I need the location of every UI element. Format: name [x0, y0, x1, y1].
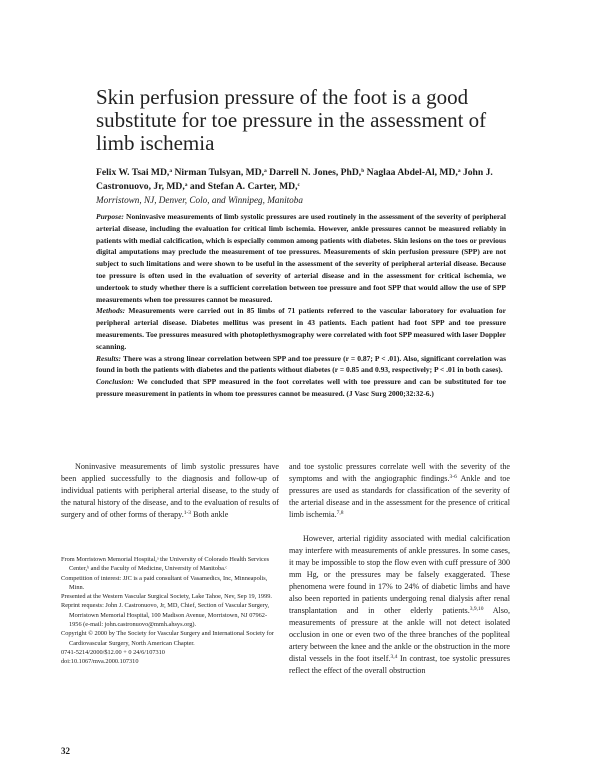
- body-paragraph: [289, 533, 510, 677]
- body-paragraph: [61, 461, 279, 521]
- author-affil-mark: b: [361, 168, 365, 174]
- paragraph-text: Noninvasive measurements of limb systolic pressures have been applied successfully to the diagnosis and follow-up of individual patients with peripheral arterial disease, to the study of the natural history of the disease, and to the evaluation of results of surgery and of other forms of therapy.: [61, 462, 279, 519]
- abstract-label: Methods:: [96, 306, 126, 316]
- author-affil-mark: a: [264, 168, 267, 174]
- paragraph-text: Also, measurements of pressure at the ankle will not detect isolated occlusion in one or even two of the three branches of the popliteal artery between the knee and the ankle or the obstruction in the more distal vessels in the foot itself.: [289, 606, 511, 663]
- citation-ref: 3,4: [390, 654, 398, 660]
- author-name: John J. Castronuovo, Jr, MD,: [96, 167, 493, 192]
- abstract: [96, 211, 506, 400]
- citation-ref: 7,8: [336, 510, 344, 516]
- author-list: [96, 166, 516, 194]
- page-number: 32: [61, 746, 70, 756]
- author-name: Nirman Tulsyan, MD,: [172, 167, 265, 178]
- abstract-text: Measurements were carried out in 85 limbs of 71 patients referred to the vascular laboratory for evaluation for peripheral arterial disease. Diabetes mellitus was present in 43 patients. Each patient had foot SPP and toe pressure measurements. Toe pressures measured with photoplethysmography were correlated with foot SPP measured with laser Doppler scanning.: [96, 306, 506, 351]
- footnote-copyright: Copyright © 2000 by The Society for Vascular Surgery and International Society for Cardiovascular Surgery, North American Chapter.: [61, 630, 274, 647]
- abstract-methods: [96, 305, 506, 352]
- author-affil-mark: a: [184, 182, 188, 188]
- footnotes: [61, 555, 279, 667]
- paragraph-text: In contrast, toe systolic pressures reflect the effect of the overall obstruction: [289, 654, 510, 675]
- body-paragraph: [289, 461, 510, 521]
- footnote-reprint: Reprint requests: John J. Castronuovo, Jr, MD, Chief, Section of Vascular Surgery, Morristown Memorial Hospital, 100 Madison Avenue, Morristown, NJ 07962-1956 (e-mail: john.castronuovo@mmh.ahsys.org).: [61, 602, 270, 629]
- author-affil-mark: a: [457, 168, 461, 174]
- citation-ref: 3,9,10: [469, 606, 484, 612]
- abstract-conclusion: [96, 376, 506, 400]
- paragraph-text: and toe systolic pressures correlate well with the severity of the symptoms and with the angiographic findings.: [289, 462, 510, 483]
- abstract-label: Results:: [96, 353, 122, 363]
- citation-ref: 1-3: [183, 510, 192, 516]
- abstract-results: [96, 353, 506, 377]
- author-name: Naglaa Abdel-Al, MD,: [364, 167, 458, 178]
- paragraph-text: Both ankle: [191, 510, 229, 519]
- paragraph-text: However, arterial rigidity associated with medial calcification may interfere with measurements of ankle pressures. In some cases, it may be impossible to stop the flow even with cuff pressure of 300 mm Hg, or the pressures may be falsely exaggerated. These phenomena were found in 17% to 24% of diabetic limbs and have also been reported in patients undergoing renal dialysis after renal transplantation and in other elderly patients.: [289, 534, 510, 615]
- author-name: and Stefan A. Carter, MD,: [187, 181, 298, 192]
- abstract-text: Noninvasive measurements of limb systolic pressures are used routinely in the assessment of the severity of peripheral arterial disease, including the evaluation for critical limb ischemia. However, ankle pressures cannot be measured reliably in patients with medial calcification, which is especially common among patients with diabetes. Skin lesions on the toes or previous digital amputations may preclude the measurement of toe pressures. Measurements of skin perfusion pressure (SPP) are not subject to such limitations and were shown to be useful in the assessment of the severity of peripheral arterial disease. Because toe pressure is often used in the evaluation of severity of arterial disease and in the assessment for critical ischemia, we undertook to study whether there is a sufficient correlation between toe pressure and foot SPP that would allow the use of SPP measurements when toe pressures cannot be measured.: [96, 212, 506, 304]
- footnote-doi: doi:10.1067/mva.2000.107310: [61, 658, 139, 666]
- author-locations: Morristown, NJ, Denver, Colo, and Winnipeg, Manitoba: [96, 195, 303, 205]
- footnote-competition: Competition of interest: JJC is a paid consultant of Vasamedics, Inc, Minneapolis, Minn.: [61, 574, 268, 591]
- body-column-right: [289, 461, 510, 677]
- citation-ref: 3-6: [449, 474, 457, 480]
- author-name: Felix W. Tsai MD,: [96, 167, 170, 178]
- footnote-issn: 0741-5214/2000/$12.00 + 0 24/6/107310: [61, 648, 165, 656]
- body-column-left: [61, 461, 279, 521]
- author-affil-mark: a: [169, 168, 173, 174]
- article-title: Skin perfusion pressure of the foot is a good substitute for toe pressure in the assessment of limb ischemia: [96, 85, 487, 155]
- abstract-label: Conclusion:: [96, 377, 134, 387]
- footnote-presented: Presented at the Western Vascular Surgical Society, Lake Tahoe, Nev, Sep 19, 1999.: [61, 593, 272, 601]
- abstract-label: Purpose:: [96, 212, 124, 221]
- abstract-text: We concluded that SPP measured in the foot correlates well with toe pressure and can be substituted for toe pressure measurement in patients in whom toe pressures cannot be measured. (J Vasc Surg 2000;32:32-6.): [96, 377, 506, 398]
- author-name: Darrell N. Jones, PhD,: [266, 167, 362, 178]
- abstract-purpose: [96, 211, 506, 305]
- footnote-from: From Morristown Memorial Hospital,ᵃ the University of Colorado Health Services Center,ᵇ and the Faculty of Medicine, University of Manitoba.ᶜ: [61, 556, 270, 573]
- abstract-text: There was a strong linear correlation between SPP and toe pressure (r = 0.87; P < .01). Also, significant correlation was found in both the patients with diabetes and the patients without diabetes (r = 0.85 and 0.93, respectively; P < .01 in both cases).: [96, 353, 506, 375]
- paragraph-text: Ankle and toe pressures are used as standards for classification of the severity of the arterial disease and in the assessment for the presence of critical limb ischemia.: [289, 474, 510, 519]
- author-affil-mark: c: [297, 182, 300, 188]
